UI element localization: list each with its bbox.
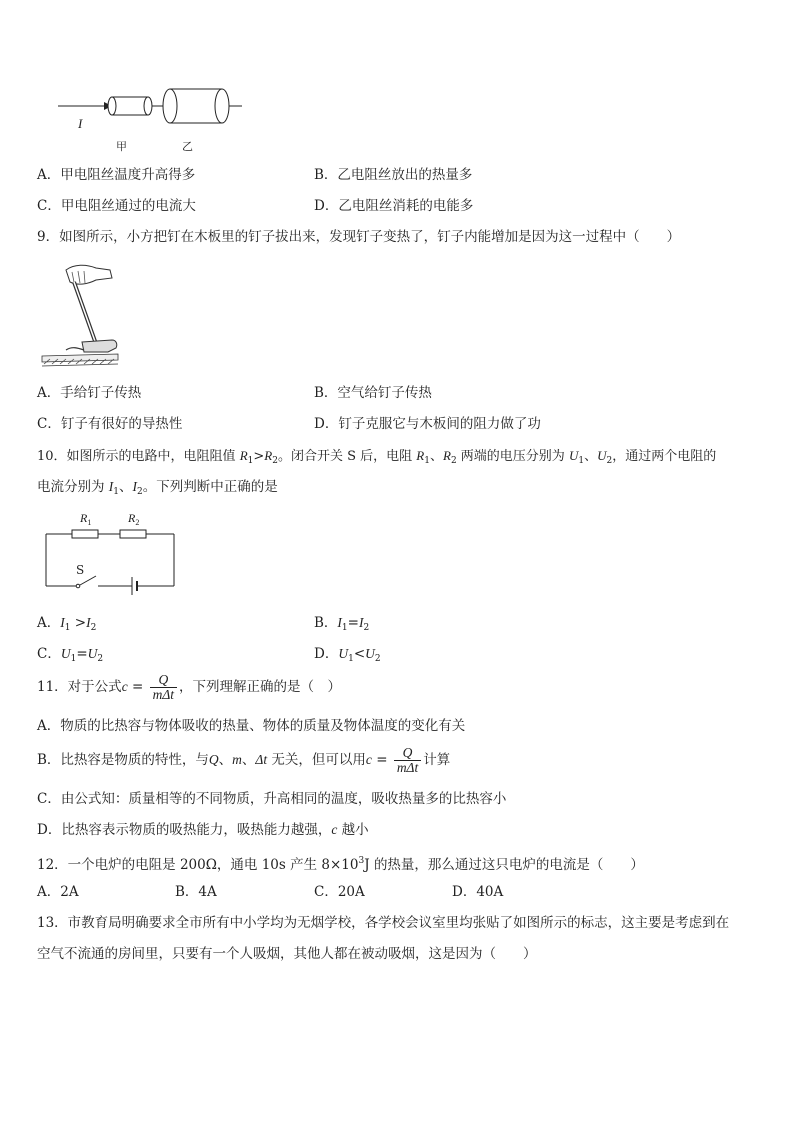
switch-contact [76, 584, 80, 588]
q11-stem: 11．对于公式c = $\frac{Q}{\text{mΔt}}$ ，下列理解正确的是（ ） [37, 672, 342, 702]
q10-stem-line1: 10．如图所示的电路中，电阻阻值 $R_1>R_2$。闭合开关 S 后，电阻 $R_1$、$R_2$ 两端的电压分别为 $U_1$、$U_2$，通过两个电阻的 [37, 448, 717, 466]
q13-stem-line1: 13．市教育局明确要求全市所有中小学均为无烟学校，各学校会议室里均张贴了如图所示的标志，这主要是考虑到在 [37, 915, 730, 931]
resistor-wire-figure [50, 80, 250, 155]
r2-label: $R_2$ [128, 511, 140, 527]
q12-option-d: D．40A [452, 884, 504, 900]
q11-option-a: A．物质的比热容与物体吸收的热量、物体的质量及物体温度的变化有关 [37, 718, 466, 734]
series-circuit-figure [40, 508, 185, 598]
q11-option-c: C．由公式知：质量相等的不同物质，升高相同的温度，吸收热量多的比热容小 [37, 791, 507, 807]
formula-fraction-b: $\frac{Q}{\text{mΔt}}$ [394, 746, 421, 775]
r1-label: $R_1$ [80, 511, 92, 527]
hammer-nail-figure [38, 260, 123, 370]
q9-option-c: C．钉子有很好的导热性 [37, 416, 183, 432]
q10-option-b: B．$I_1=I_2$ [314, 615, 370, 633]
q11-option-b: B．比热容是物质的特性，与Q、m、Δt 无关，但可以用c = $\frac{Q}{\text{mΔt}}$ 计算 [37, 745, 451, 775]
q9-option-a: A．手给钉子传热 [37, 385, 142, 401]
q9-stem: 9．如图所示，小方把钉在木板里的钉子拔出来，发现钉子变热了，钉子内能增加是因为这一过程中（ ） [37, 229, 681, 245]
q9-option-b: B．空气给钉子传热 [314, 385, 432, 401]
switch-blade [80, 576, 96, 585]
q10-option-d: D．$U_1<U_2$ [314, 646, 381, 664]
q11-option-d: D．比热容表示物质的吸热能力，吸热能力越强，c 越小 [37, 822, 369, 838]
resistor-r1 [72, 530, 98, 538]
q10-stem-line2: 电流分别为 $I_1$、$I_2$。下列判断中正确的是 [37, 479, 278, 497]
switch-label: S [76, 563, 85, 577]
q12-stem: 12．一个电炉的电阻是 200Ω，通电 10s 产生 $8\times 10^3J$ 的热量，那么通过这只电炉的电流是（ ） [37, 856, 644, 873]
q10-option-c: C．$U_1=U_2$ [37, 646, 104, 664]
resistor-r2 [120, 530, 146, 538]
q12-option-b: B．4A [175, 884, 217, 900]
q8-option-b: B．乙电阻丝放出的热量多 [314, 167, 473, 183]
q12-option-a: A．2A [37, 884, 79, 900]
q12-option-c: C．20A [314, 884, 365, 900]
q8-option-d: D．乙电阻丝消耗的电能多 [314, 198, 474, 214]
q8-option-a: A．甲电阻丝温度升高得多 [37, 167, 196, 183]
q10-option-a: A．$I_1 >I_2$ [37, 615, 97, 633]
current-label: I [78, 116, 83, 131]
formula-fraction: $\frac{Q}{\text{mΔt}}$ [150, 673, 177, 702]
q9-option-d: D．钉子克服它与木板间的阻力做了功 [314, 416, 541, 432]
label-yi: 乙 [182, 140, 193, 153]
q13-stem-line2: 空气不流通的房间里，只要有一个人吸烟，其他人都在被动吸烟，这是因为（ ） [37, 946, 537, 962]
label-jia: 甲 [116, 140, 127, 153]
q8-option-c: C．甲电阻丝通过的电流大 [37, 198, 196, 214]
